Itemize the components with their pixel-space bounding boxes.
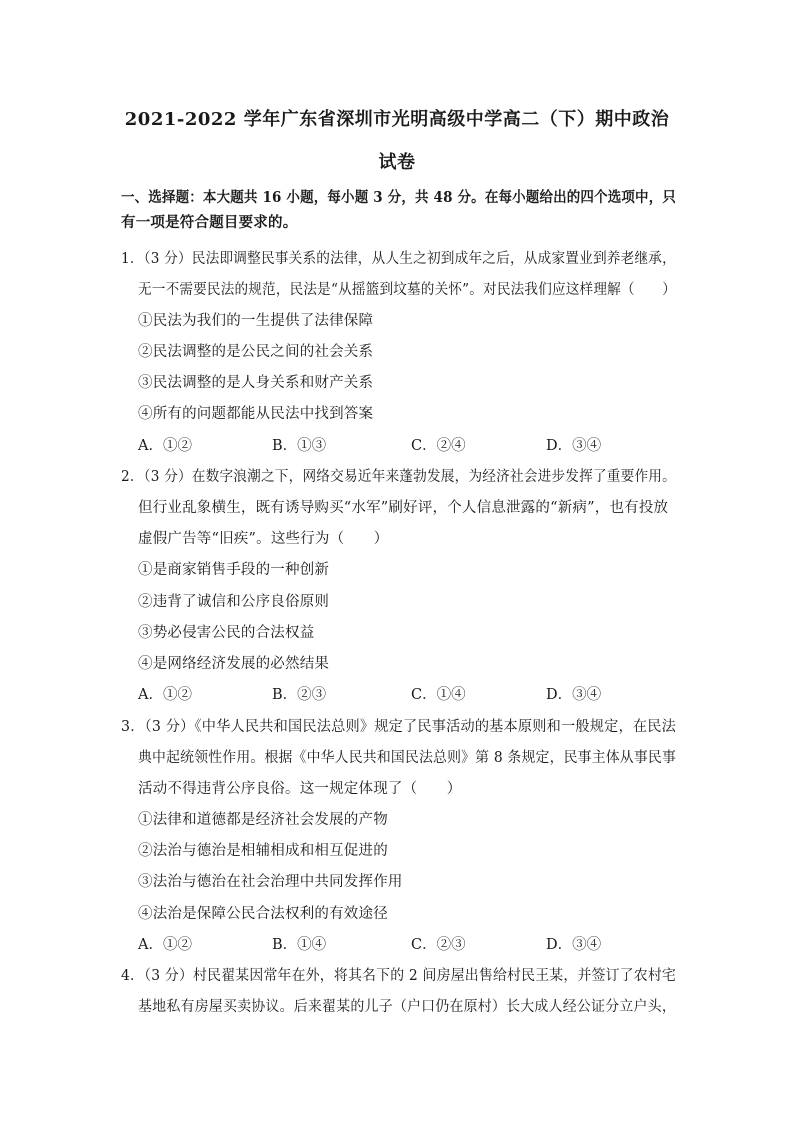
question-2-item-3: ③势必侵害公民的合法权益 [138,625,315,641]
question-1-option-c: C．②④ [411,438,466,454]
question-2-item-2: ②违背了诚信和公序良俗原则 [138,594,330,610]
question-3-item-4: ④法治是保障公民合法权利的有效途径 [138,906,388,922]
question-1-item-2: ②民法调整的是公民之间的社会关系 [138,344,374,360]
section-heading-line-1: 一、选择题：本大题共 16 小题，每小题 3 分，共 48 分。在每小题给出的四个选项中，只 [121,189,677,206]
question-2-stem-line-2: 但行业乱象横生，既有诱导购买“水军”刷好评，个人信息泄露的“新病”，也有投放 [138,500,669,516]
question-4-stem-line-2: 基地私有房屋买卖协议。后来翟某的儿子（户口仍在原村）长大成人经公证分立户头， [138,999,676,1015]
question-2-stem-line-1: 2．（3 分）在数字浪潮之下，网络交易近年来蓬勃发展，为经济社会进步发挥了重要作用。 [121,469,676,485]
question-3-option-d: D．③④ [546,937,602,953]
question-1-item-4: ④所有的问题都能从民法中找到答案 [138,406,374,422]
question-3-stem-line-1: 3．（3 分）《中华人民共和国民法总则》规定了民事活动的基本原则和一般规定，在民法 [121,719,676,735]
question-3-stem-line-3: 活动不得违背公序良俗。这一规定体现了（ ） [138,781,462,797]
question-3-option-b: B．①④ [272,937,327,953]
question-1-option-d: D．③④ [546,438,602,454]
section-heading-line-2: 有一项是符合题目要求的。 [121,214,298,231]
question-2-item-4: ④是网络经济发展的必然结果 [138,656,330,672]
question-1-option-a: A．①② [138,438,192,454]
question-3-item-1: ①法律和道德都是经济社会发展的产物 [138,812,388,828]
question-3-item-2: ②法治与德治是相辅相成和相互促进的 [138,843,388,859]
question-2-option-c: C．①④ [411,687,466,703]
question-2-option-a: A．①② [138,687,192,703]
question-2-option-b: B．②③ [272,687,327,703]
question-1-option-b: B．①③ [272,438,327,454]
question-2-option-d: D．③④ [546,687,602,703]
question-4-stem-line-1: 4．（3 分）村民翟某因常年在外，将其名下的 2 间房屋出售给村民王某，并签订了农村宅 [121,968,677,984]
question-1-item-1: ①民法为我们的一生提供了法律保障 [138,313,374,329]
question-1-stem-line-1: 1．（3 分）民法即调整民事关系的法律，从人生之初到成年之后，从成家置业到养老继承， [121,251,676,267]
question-3-option-c: C．②③ [411,937,466,953]
question-3-option-a: A．①② [138,937,192,953]
question-2-stem-line-3: 虚假广告等“旧疾”。这些行为（ ） [138,531,389,547]
document-title-line-2: 试卷 [378,152,416,173]
question-3-stem-line-2: 典中起统领性作用。根据《中华人民共和国民法总则》第 8 条规定，民事主体从事民事 [138,750,677,766]
question-1-item-3: ③民法调整的是人身关系和财产关系 [138,375,374,391]
question-1-stem-line-2: 无一不需要民法的规范，民法是“从摇篮到坟墓的关怀”。对民法我们应这样理解（ ） [138,282,677,298]
question-3-item-3: ③法治与德治在社会治理中共同发挥作用 [138,874,403,890]
document-title-line-1: 2021-2022 学年广东省深圳市光明高级中学高二（下）期中政治 [124,109,670,130]
question-2-item-1: ①是商家销售手段的一种创新 [138,562,330,578]
